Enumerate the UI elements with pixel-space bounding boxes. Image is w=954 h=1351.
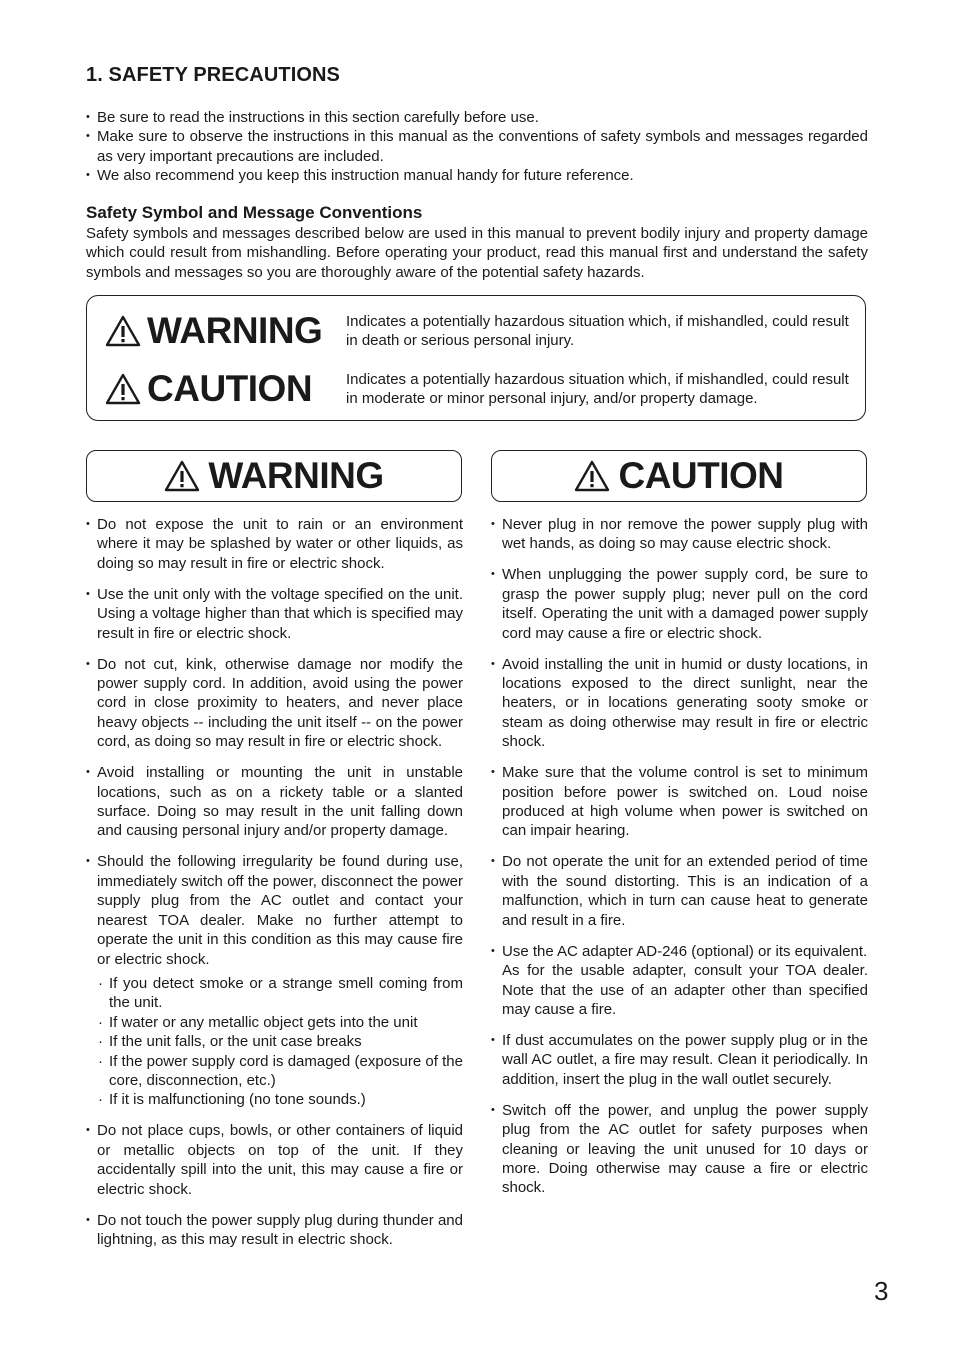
caution-header-label: CAUTION: [618, 455, 784, 496]
irregularity-item: · If the unit falls, or the unit case breaks: [97, 1032, 463, 1051]
legend-caution-desc: Indicates a potentially hazardous situation which, if mishandled, could result in moderate or minor personal injury, and/or property damage.: [346, 371, 849, 408]
caution-item: • When unplugging the power supply cord, be sure to grasp the power supply plug; never pull on the cord itself. Operating the unit with a damaged power supply cord may cause a fire or electric shock.: [491, 565, 868, 643]
legend-warning-heading: [105, 310, 322, 352]
caution-item: • If dust accumulates on the power supply plug or in the wall AC outlet, a fire may result. Clean it periodically. In addition, insert the plug in the wall outlet securely.: [491, 1031, 868, 1089]
page-number: 3: [874, 1276, 889, 1306]
caution-item: • Never plug in nor remove the power supply plug with wet hands, as doing so may cause electric shock.: [491, 515, 868, 554]
warning-item: • Do not touch the power supply plug during thunder and lightning, as this may result in electric shock.: [86, 1211, 463, 1250]
symbol-legend-box: [86, 295, 866, 421]
intro-item: • We also recommend you keep this instruction manual handy for future reference.: [86, 166, 868, 185]
irregularity-item: · If the power supply cord is damaged (exposure of the core, disconnection, etc.): [97, 1052, 463, 1091]
irregularity-list: [97, 974, 463, 1110]
irregularity-item: · If you detect smoke or a strange smell coming from the unit.: [97, 974, 463, 1013]
adapter-note: As for the usable adapter, consult your TOA dealer. Note that the use of an adapter other than specified may cause a fire.: [502, 962, 868, 1018]
warning-triangle-icon: [164, 460, 200, 492]
legend-warning-row: [87, 306, 865, 362]
caution-item-adapter: [491, 942, 868, 1020]
caution-list: [491, 515, 868, 1209]
warning-item: • Do not expose the unit to rain or an environment where it may be splashed by water or other liquids, as doing so may result in fire or electric shock.: [86, 515, 463, 573]
warning-triangle-icon: [574, 460, 610, 492]
warning-header-label: WARNING: [208, 455, 384, 496]
conventions-title: Safety Symbol and Message Conventions: [86, 203, 423, 222]
warning-triangle-icon: [105, 373, 141, 405]
caution-item-text: Use the AC adapter AD-246 (optional) or its equivalent.: [502, 942, 868, 960]
section-heading: 1. SAFETY PRECAUTIONS: [86, 64, 340, 86]
warning-item: • Use the unit only with the voltage specified on the unit. Using a voltage higher than that which is specified may result in fire or electric shock.: [86, 585, 463, 643]
legend-warning-desc: Indicates a potentially hazardous situation which, if mishandled, could result in death or serious personal injury.: [346, 313, 849, 350]
conventions-text: Safety symbols and messages described below are used in this manual to prevent bodily injury and property damage which could result from mishandling. Before operating your product, read this manual first and understand the safety symbols and messages so you are thoroughly aware of the potential safety hazards.: [86, 225, 868, 281]
irregularity-item: · If it is malfunctioning (no tone sounds.): [97, 1090, 463, 1109]
legend-warning-label: WARNING: [147, 310, 323, 351]
warning-item: • Avoid installing or mounting the unit in unstable locations, such as on a rickety table or a slanted surface. Doing so may result in the unit falling down and causing personal injury and/or property damage.: [86, 763, 463, 841]
caution-item: • Avoid installing the unit in humid or dusty locations, in locations exposed to the direct sunlight, near the heaters, or in locations generating sooty smoke or steam as doing otherwise may result in fire or electric shock.: [491, 655, 868, 752]
warning-header: [86, 450, 462, 502]
warning-item: • Do not place cups, bowls, or other containers of liquid or metallic objects on top of the unit. If they accidentally spill into the unit, this may cause a fire or electric shock.: [86, 1121, 463, 1199]
warning-item-text: Should the following irregularity be found during use, immediately switch off the power, disconnect the power supply plug from the AC outlet and contact your nearest TOA dealer. Make no further attempt to operate the unit in this condition as this may cause fire or electric shock.: [97, 853, 463, 968]
caution-header: [491, 450, 867, 502]
intro-list: [86, 108, 868, 186]
irregularity-item: · If water or any metallic object gets into the unit: [97, 1013, 463, 1032]
caution-item: • Switch off the power, and unplug the power supply plug from the AC outlet for safety purposes when cleaning or leaving the unit unused for 10 days or more. Doing otherwise may cause a fire or electric shock.: [491, 1101, 868, 1198]
intro-item: • Make sure to observe the instructions in this manual as the conventions of safety symbols and messages regarded as very important precautions are included.: [86, 127, 868, 166]
legend-caution-row: [87, 364, 865, 420]
warning-item: • Do not cut, kink, otherwise damage nor modify the power supply cord. In addition, avoid using the power cord in close proximity to heaters, and never place heavy objects -- including the unit itself -- on the power cord, as doing so may result in fire or electric shock.: [86, 655, 463, 752]
warning-triangle-icon: [105, 315, 141, 347]
legend-caution-heading: [105, 368, 312, 410]
caution-item: • Do not operate the unit for an extended period of time with the sound distorting. This is an indication of a malfunction, which in turn can cause heat to generate and result in a fire.: [491, 852, 868, 930]
warning-list: [86, 515, 463, 1261]
legend-caution-label: CAUTION: [147, 368, 313, 409]
caution-item: • Make sure that the volume control is set to minimum position before power is switched on. Loud noise produced at high volume when power is switched on can impair hearing.: [491, 763, 868, 841]
warning-item-with-subitems: [86, 852, 463, 1109]
intro-item: • Be sure to read the instructions in this section carefully before use.: [86, 108, 868, 127]
